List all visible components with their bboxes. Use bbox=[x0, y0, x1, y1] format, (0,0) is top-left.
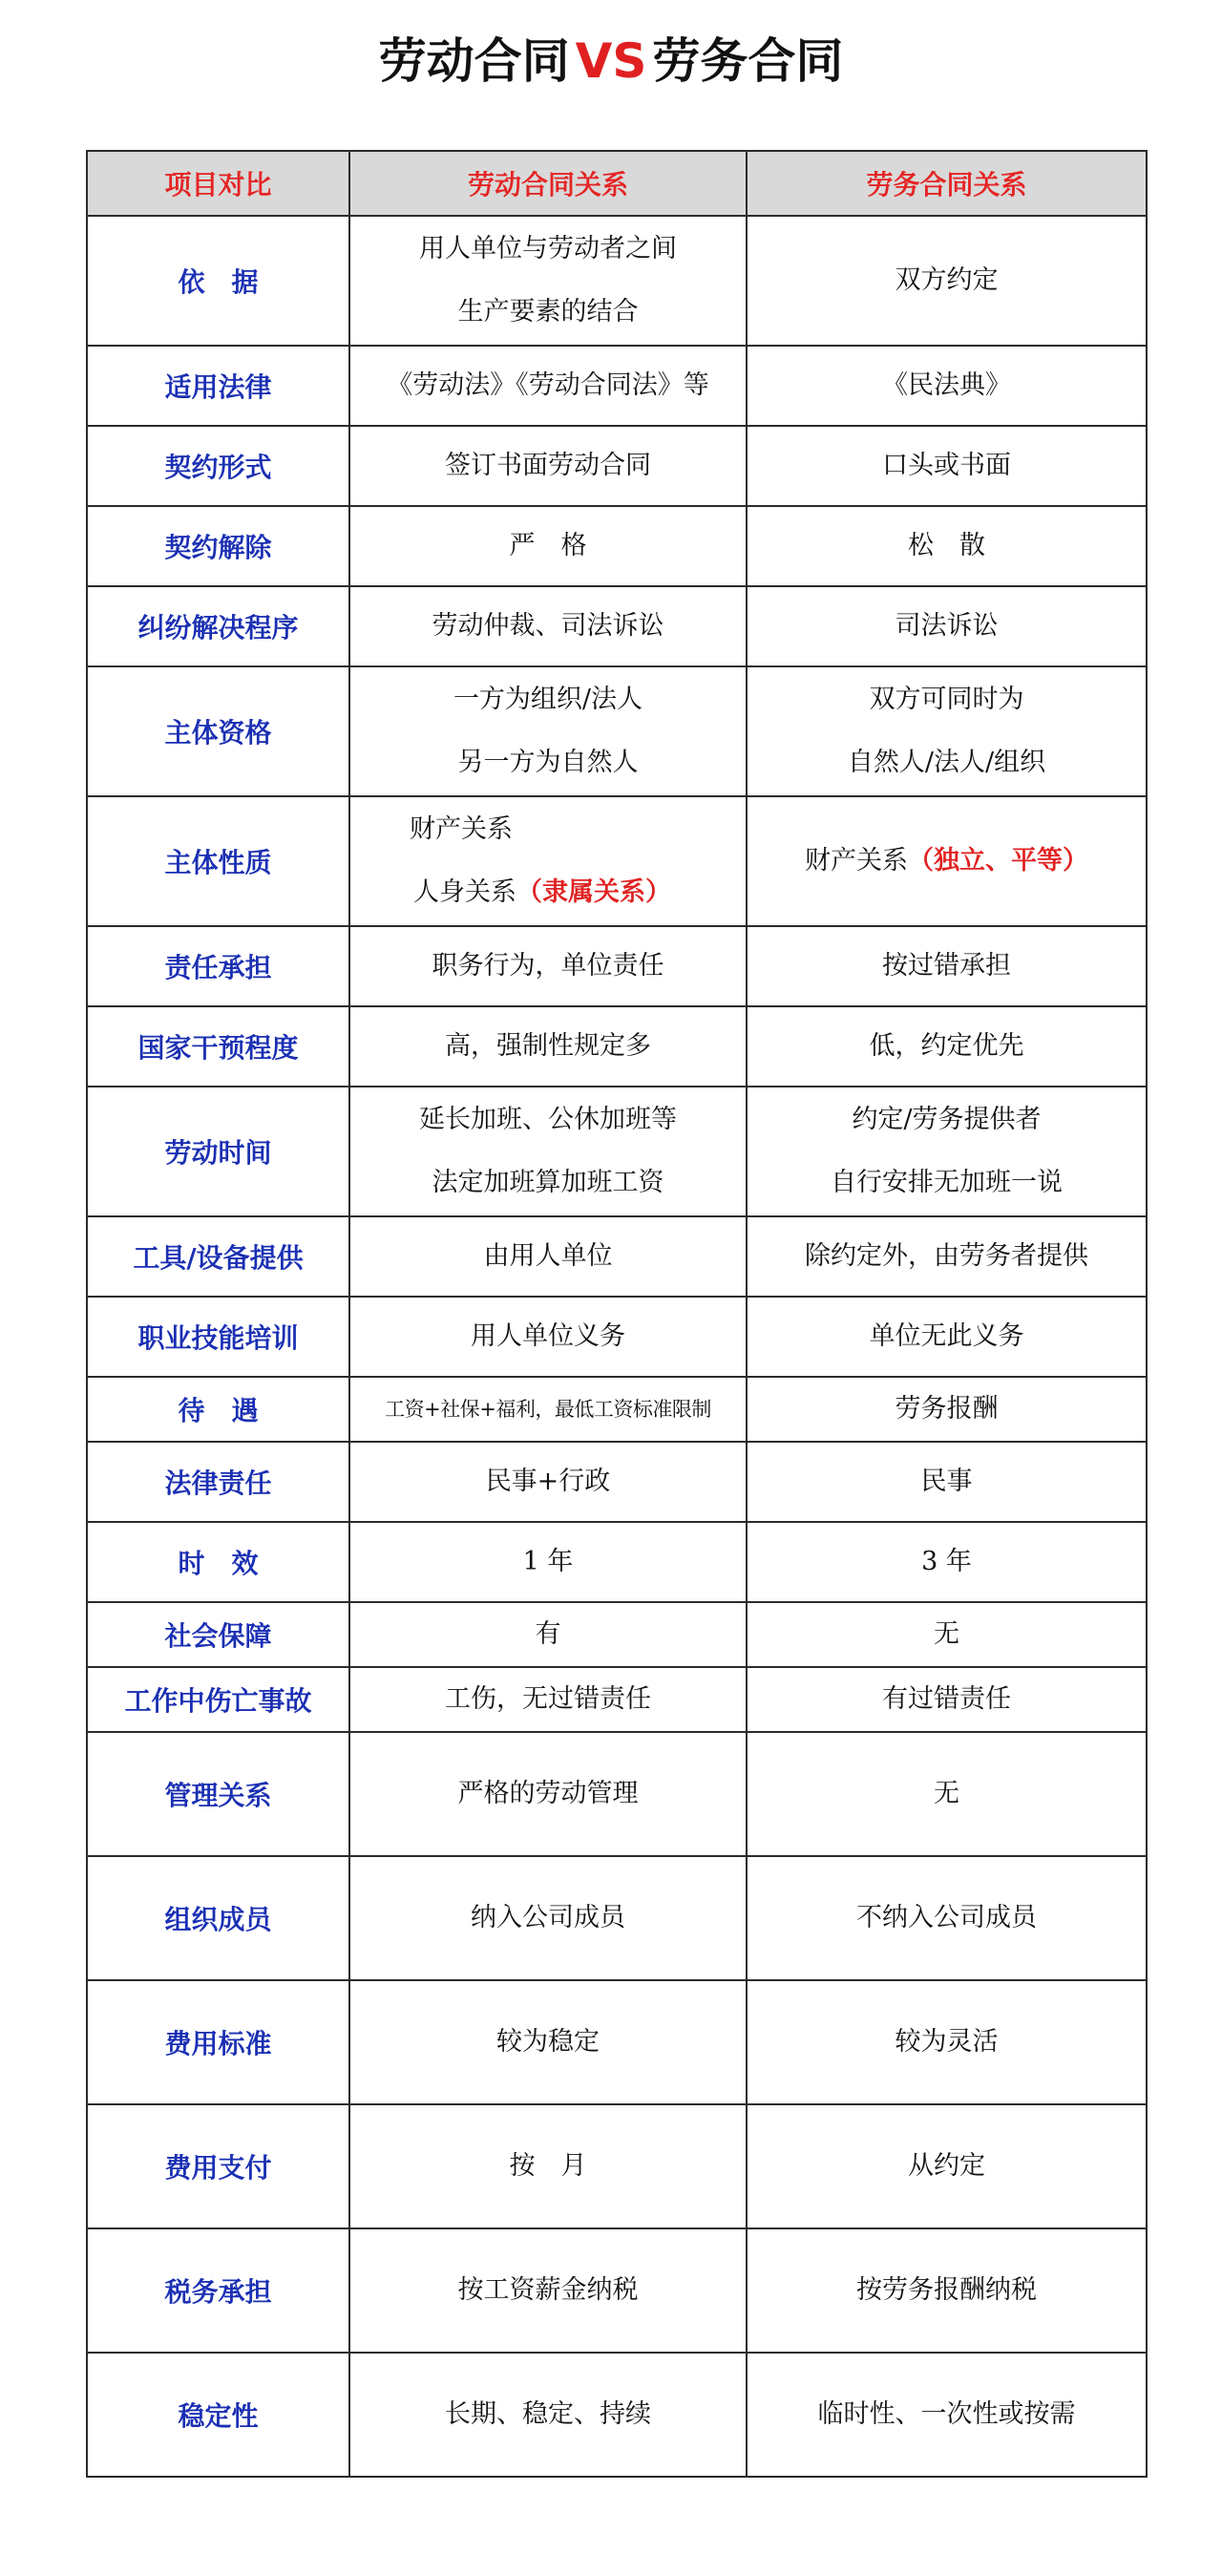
row-label-cell bbox=[87, 216, 349, 346]
cell-text: 劳务报酬 bbox=[895, 1394, 999, 1424]
title-right: 劳务合同 bbox=[652, 33, 844, 89]
labor-contract-cell bbox=[349, 1732, 747, 1856]
cell-line bbox=[354, 1763, 742, 1826]
row-label-cell bbox=[87, 1667, 349, 1732]
cell-line bbox=[354, 1088, 742, 1151]
table-row bbox=[87, 1732, 1147, 1856]
row-label: 纠纷解决程序 bbox=[137, 612, 299, 644]
labor-contract-cell bbox=[349, 216, 747, 346]
labor-contract-cell bbox=[349, 346, 747, 426]
table-row bbox=[87, 1522, 1147, 1602]
table-row bbox=[87, 1377, 1147, 1442]
cell-text: 较为稳定 bbox=[496, 2027, 600, 2057]
row-label: 社会保障 bbox=[164, 1620, 272, 1652]
table-row bbox=[87, 2104, 1147, 2228]
cell-text: 有过错责任 bbox=[882, 1684, 1011, 1714]
row-label-cell bbox=[87, 586, 349, 666]
labor-contract-cell bbox=[349, 1980, 747, 2104]
cell-text: 工资+社保+福利，最低工资标准限制 bbox=[385, 1398, 711, 1421]
row-label-cell bbox=[87, 1732, 349, 1856]
labor-contract-cell bbox=[349, 426, 747, 506]
cell-line bbox=[751, 595, 1142, 658]
table-row bbox=[87, 2353, 1147, 2477]
service-contract-cell bbox=[747, 1087, 1147, 1216]
cell-line bbox=[354, 1887, 742, 1950]
title-left: 劳动合同 bbox=[378, 33, 570, 89]
row-label: 组织成员 bbox=[164, 1904, 272, 1935]
cell-text: 职务行为，单位责任 bbox=[432, 951, 664, 981]
cell-text: 工伤，无过错责任 bbox=[445, 1684, 651, 1714]
cell-text: 签订书面劳动合同 bbox=[445, 451, 651, 480]
table-row bbox=[87, 1087, 1147, 1216]
cell-line bbox=[354, 731, 742, 794]
row-label-cell bbox=[87, 506, 349, 586]
cell-line bbox=[354, 1305, 742, 1368]
header-label: 劳动合同关系 bbox=[467, 169, 628, 201]
cell-line bbox=[751, 1763, 1142, 1826]
row-label: 工具/设备提供 bbox=[133, 1242, 304, 1274]
row-label-cell bbox=[87, 666, 349, 796]
cell-line bbox=[751, 1305, 1142, 1368]
table-row bbox=[87, 1856, 1147, 1980]
row-label: 主体资格 bbox=[164, 717, 272, 749]
cell-line bbox=[354, 2259, 742, 2322]
header-label: 劳务合同关系 bbox=[866, 169, 1027, 201]
table-row bbox=[87, 666, 1147, 796]
labor-contract-cell bbox=[349, 2228, 747, 2353]
row-label: 法律责任 bbox=[164, 1467, 272, 1499]
cell-line bbox=[354, 1378, 742, 1441]
service-contract-cell bbox=[747, 1006, 1147, 1087]
labor-contract-cell bbox=[349, 1087, 747, 1216]
table-header-row bbox=[87, 151, 1147, 216]
service-contract-cell bbox=[747, 426, 1147, 506]
cell-line bbox=[751, 354, 1142, 417]
cell-text: 另一方为自然人 bbox=[457, 748, 639, 777]
row-label: 税务承担 bbox=[164, 2276, 272, 2308]
table-row bbox=[87, 506, 1147, 586]
service-contract-cell bbox=[747, 666, 1147, 796]
cell-text: 按过错承担 bbox=[882, 951, 1011, 981]
cell-text: 无 bbox=[934, 1779, 959, 1808]
cell-text: 民事 bbox=[920, 1467, 973, 1496]
row-label-cell bbox=[87, 1980, 349, 2104]
cell-line bbox=[354, 2383, 742, 2446]
cell-line bbox=[354, 218, 742, 281]
page-title bbox=[0, 27, 1222, 95]
cell-line bbox=[354, 281, 742, 344]
cell-line bbox=[354, 1015, 742, 1078]
service-contract-cell bbox=[747, 586, 1147, 666]
row-label-cell bbox=[87, 346, 349, 426]
row-label: 依 据 bbox=[178, 266, 259, 298]
table-row bbox=[87, 2228, 1147, 2353]
cell-text: 有 bbox=[535, 1619, 561, 1649]
service-contract-cell bbox=[747, 2104, 1147, 2228]
row-label-cell bbox=[87, 926, 349, 1006]
cell-text: 财产关系 bbox=[410, 814, 513, 844]
cell-line bbox=[751, 2383, 1142, 2446]
cell-line bbox=[354, 515, 742, 578]
service-contract-cell bbox=[747, 1297, 1147, 1377]
cell-text: 用人单位与劳动者之间 bbox=[419, 234, 677, 264]
cell-text: 口头或书面 bbox=[882, 451, 1011, 480]
labor-contract-cell bbox=[349, 1377, 747, 1442]
row-label-cell bbox=[87, 1522, 349, 1602]
row-label-cell bbox=[87, 1216, 349, 1297]
cell-line bbox=[751, 935, 1142, 998]
cell-line bbox=[354, 1225, 742, 1288]
cell-text: 用人单位义务 bbox=[471, 1321, 625, 1351]
header-label: 项目对比 bbox=[164, 169, 272, 201]
service-contract-cell bbox=[747, 216, 1147, 346]
cell-text: 3 年 bbox=[921, 1547, 972, 1576]
service-contract-cell bbox=[747, 796, 1147, 926]
cell-text: 严格的劳动管理 bbox=[457, 1779, 639, 1808]
cell-line bbox=[751, 1603, 1142, 1666]
labor-contract-cell bbox=[349, 1667, 747, 1732]
row-label-cell bbox=[87, 426, 349, 506]
cell-line bbox=[751, 249, 1142, 312]
cell-line bbox=[354, 1668, 742, 1731]
table-row bbox=[87, 216, 1147, 346]
table-row bbox=[87, 1602, 1147, 1667]
row-label: 稳定性 bbox=[178, 2400, 259, 2432]
cell-text: 约定/劳务提供者 bbox=[852, 1105, 1042, 1134]
cell-text: 法定加班算加班工资 bbox=[432, 1168, 664, 1197]
cell-line bbox=[751, 668, 1142, 731]
row-label-cell bbox=[87, 2228, 349, 2353]
service-contract-cell bbox=[747, 1377, 1147, 1442]
row-label: 劳动时间 bbox=[164, 1137, 272, 1169]
service-contract-cell bbox=[747, 1980, 1147, 2104]
cell-text: 生产要素的结合 bbox=[457, 297, 639, 327]
cell-line bbox=[751, 830, 1142, 893]
cell-text: 除约定外，由劳务者提供 bbox=[805, 1241, 1088, 1271]
header-cell-service bbox=[747, 151, 1147, 216]
cell-text: 1 年 bbox=[522, 1547, 574, 1576]
row-label: 时 效 bbox=[178, 1548, 259, 1579]
cell-line bbox=[354, 1531, 742, 1594]
cell-line bbox=[751, 1531, 1142, 1594]
cell-text: 按 月 bbox=[509, 2151, 587, 2181]
cell-line bbox=[354, 434, 742, 497]
cell-text: 较为灵活 bbox=[895, 2027, 999, 2057]
cell-text: 单位无此义务 bbox=[869, 1321, 1024, 1351]
row-label: 管理关系 bbox=[164, 1780, 272, 1811]
row-label: 责任承担 bbox=[164, 952, 272, 983]
service-contract-cell bbox=[747, 926, 1147, 1006]
cell-text: 司法诉讼 bbox=[895, 611, 999, 641]
cell-text: 劳动仲裁、司法诉讼 bbox=[432, 611, 664, 641]
cell-text: 双方可同时为 bbox=[869, 685, 1024, 714]
row-label: 国家干预程度 bbox=[137, 1032, 299, 1064]
cell-text: 《劳动法》《劳动合同法》等 bbox=[387, 370, 709, 400]
row-label: 工作中伤亡事故 bbox=[124, 1685, 312, 1717]
cell-line bbox=[751, 2011, 1142, 2074]
table-row bbox=[87, 426, 1147, 506]
cell-line bbox=[751, 2135, 1142, 2198]
service-contract-cell bbox=[747, 1856, 1147, 1980]
cell-text: 无 bbox=[934, 1619, 959, 1649]
row-label-cell bbox=[87, 1856, 349, 1980]
highlight-text: （隶属关系） bbox=[516, 877, 671, 907]
labor-contract-cell bbox=[349, 1006, 747, 1087]
table-row bbox=[87, 926, 1147, 1006]
title-vs: VS bbox=[575, 33, 647, 89]
row-label-cell bbox=[87, 1006, 349, 1087]
cell-line bbox=[354, 798, 742, 861]
row-label-cell bbox=[87, 1377, 349, 1442]
table-row bbox=[87, 796, 1147, 926]
labor-contract-cell bbox=[349, 1856, 747, 1980]
table-row bbox=[87, 586, 1147, 666]
cell-line bbox=[751, 1225, 1142, 1288]
row-label: 职业技能培训 bbox=[137, 1322, 299, 1354]
row-label: 契约形式 bbox=[164, 452, 272, 483]
cell-line bbox=[751, 1088, 1142, 1151]
cell-text: 高，强制性规定多 bbox=[445, 1031, 651, 1061]
row-label: 费用标准 bbox=[164, 2028, 272, 2059]
cell-text: 不纳入公司成员 bbox=[856, 1903, 1037, 1932]
service-contract-cell bbox=[747, 1442, 1147, 1522]
cell-text: 自然人/法人/组织 bbox=[847, 748, 1046, 777]
labor-contract-cell bbox=[349, 2353, 747, 2477]
cell-line bbox=[751, 515, 1142, 578]
row-label-cell bbox=[87, 2104, 349, 2228]
cell-line bbox=[354, 595, 742, 658]
labor-contract-cell bbox=[349, 1216, 747, 1297]
table-row bbox=[87, 1980, 1147, 2104]
table-row bbox=[87, 1297, 1147, 1377]
labor-contract-cell bbox=[349, 586, 747, 666]
service-contract-cell bbox=[747, 2353, 1147, 2477]
service-contract-cell bbox=[747, 1732, 1147, 1856]
labor-contract-cell bbox=[349, 1522, 747, 1602]
table-row bbox=[87, 346, 1147, 426]
cell-text: 延长加班、公休加班等 bbox=[419, 1105, 677, 1134]
cell-line bbox=[354, 2011, 742, 2074]
row-label: 契约解除 bbox=[164, 532, 272, 563]
cell-line bbox=[751, 1378, 1142, 1441]
cell-text: 临时性、一次性或按需 bbox=[817, 2399, 1076, 2429]
cell-text: 财产关系 bbox=[805, 846, 908, 876]
table-row bbox=[87, 1442, 1147, 1522]
cell-line bbox=[354, 354, 742, 417]
service-contract-cell bbox=[747, 346, 1147, 426]
labor-contract-cell bbox=[349, 926, 747, 1006]
row-label: 费用支付 bbox=[164, 2152, 272, 2184]
cell-text: 人身关系 bbox=[413, 877, 516, 907]
cell-line bbox=[354, 2135, 742, 2198]
labor-contract-cell bbox=[349, 506, 747, 586]
cell-text: 民事+行政 bbox=[485, 1467, 611, 1496]
labor-contract-cell bbox=[349, 666, 747, 796]
labor-contract-cell bbox=[349, 796, 747, 926]
row-label-cell bbox=[87, 1087, 349, 1216]
row-label-cell bbox=[87, 1297, 349, 1377]
cell-text: 纳入公司成员 bbox=[471, 1903, 625, 1932]
cell-text: 按工资薪金纳税 bbox=[457, 2275, 639, 2305]
cell-line bbox=[751, 1668, 1142, 1731]
cell-line bbox=[354, 1151, 742, 1214]
row-label-cell bbox=[87, 796, 349, 926]
cell-line bbox=[354, 668, 742, 731]
cell-text: 松 散 bbox=[908, 531, 985, 560]
comparison-table bbox=[86, 150, 1148, 2478]
table-row bbox=[87, 1667, 1147, 1732]
cell-text: 由用人单位 bbox=[483, 1241, 613, 1271]
cell-text: 按劳务报酬纳税 bbox=[856, 2275, 1037, 2305]
header-cell-item bbox=[87, 151, 349, 216]
labor-contract-cell bbox=[349, 2104, 747, 2228]
cell-line bbox=[751, 1887, 1142, 1950]
cell-text: 自行安排无加班一说 bbox=[831, 1168, 1063, 1197]
labor-contract-cell bbox=[349, 1297, 747, 1377]
table-row bbox=[87, 1216, 1147, 1297]
cell-text: 双方约定 bbox=[895, 265, 999, 295]
service-contract-cell bbox=[747, 2228, 1147, 2353]
cell-line bbox=[751, 1450, 1142, 1513]
cell-text: 长期、稳定、持续 bbox=[445, 2399, 651, 2429]
cell-line bbox=[354, 1603, 742, 1666]
row-label-cell bbox=[87, 2353, 349, 2477]
cell-text: 从约定 bbox=[908, 2151, 985, 2181]
cell-line bbox=[354, 1450, 742, 1513]
labor-contract-cell bbox=[349, 1442, 747, 1522]
row-label: 主体性质 bbox=[164, 847, 272, 878]
service-contract-cell bbox=[747, 1216, 1147, 1297]
cell-line bbox=[751, 1151, 1142, 1214]
cell-line bbox=[751, 434, 1142, 497]
service-contract-cell bbox=[747, 1522, 1147, 1602]
labor-contract-cell bbox=[349, 1602, 747, 1667]
row-label: 适用法律 bbox=[164, 371, 272, 403]
row-label: 待 遇 bbox=[178, 1395, 259, 1426]
cell-line bbox=[751, 2259, 1142, 2322]
cell-text: 一方为组织/法人 bbox=[453, 685, 643, 714]
service-contract-cell bbox=[747, 1602, 1147, 1667]
cell-text: 《民法典》 bbox=[882, 370, 1011, 400]
cell-line bbox=[354, 935, 742, 998]
service-contract-cell bbox=[747, 1667, 1147, 1732]
row-label-cell bbox=[87, 1442, 349, 1522]
table-row bbox=[87, 1006, 1147, 1087]
cell-line bbox=[751, 1015, 1142, 1078]
cell-line bbox=[354, 861, 742, 924]
row-label-cell bbox=[87, 1602, 349, 1667]
cell-line bbox=[751, 731, 1142, 794]
cell-text: 低，约定优先 bbox=[869, 1031, 1024, 1061]
header-cell-labor bbox=[349, 151, 747, 216]
cell-text: 严 格 bbox=[509, 531, 587, 560]
service-contract-cell bbox=[747, 506, 1147, 586]
highlight-text: （独立、平等） bbox=[908, 846, 1088, 876]
